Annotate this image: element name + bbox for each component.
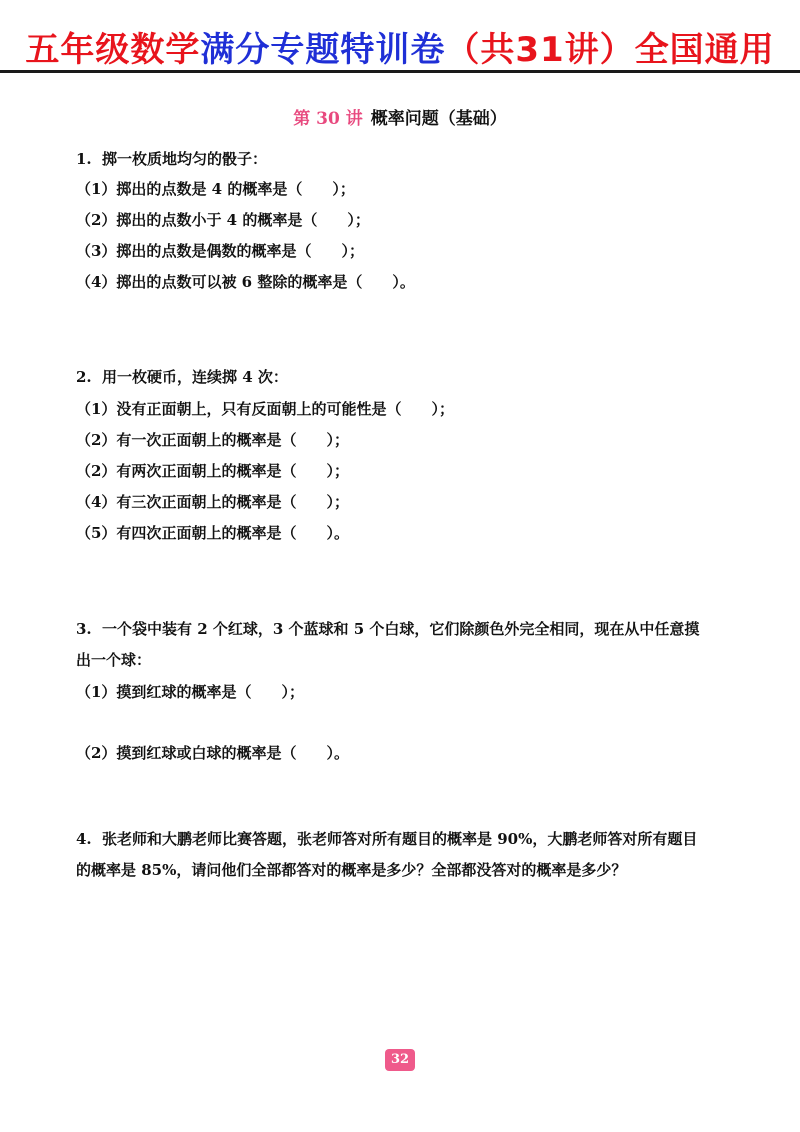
q2-part-2: （2）有一次正面朝上的概率是（ ）； xyxy=(76,431,349,449)
banner-divider xyxy=(0,70,800,73)
q2-number: 2. xyxy=(76,368,92,386)
q1-number: 1. xyxy=(76,150,92,168)
q1-stem xyxy=(76,148,267,169)
q3-stem-text: 一个袋中装有 2 个红球，3 个蓝球和 5 个白球，它们除颜色外完全相同，现在从中任意摸 xyxy=(102,620,700,638)
q1-part-3: （3）掷出的点数是偶数的概率是（ ）； xyxy=(76,242,364,260)
q3-stem-line2: 出一个球： xyxy=(76,651,152,669)
q3-number: 3. xyxy=(76,620,92,638)
q1-part-2: （2）掷出的点数小于 4 的概率是（ ）； xyxy=(76,211,370,229)
q2-part-5: （5）有四次正面朝上的概率是（ ）。 xyxy=(76,524,349,542)
q3-part-1: （1）摸到红球的概率是（ ）； xyxy=(76,683,304,701)
banner-title xyxy=(0,22,800,71)
q2-stem xyxy=(76,366,288,387)
q3-part-2: （2）摸到红球或白球的概率是（ ）。 xyxy=(76,744,349,762)
q4-stem-text: 张老师和大鹏老师比赛答题，张老师答对所有题目的概率是 90%，大鹏老师答对所有题目 xyxy=(102,830,698,848)
banner-title-part2: 满分专题特训卷 xyxy=(200,30,446,70)
banner-title-part1: 五年级数学 xyxy=(25,30,201,70)
q2-part-1: （1）没有正面朝上，只有反面朝上的可能性是（ ）； xyxy=(76,400,454,418)
q2-part-3: （2）有两次正面朝上的概率是（ ）； xyxy=(76,462,349,480)
lesson-title: 概率问题（基础） xyxy=(370,109,507,129)
q1-part-1: （1）掷出的点数是 4 的概率是（ ）； xyxy=(76,180,355,198)
lesson-heading xyxy=(0,104,800,129)
q1-stem-text: 掷一枚质地均匀的骰子： xyxy=(102,150,268,168)
banner-title-part3: （共31讲）全国通用 xyxy=(445,30,775,70)
q4-stem-line2: 的概率是 85%，请问他们全部都答对的概率是多少？全部都没答对的概率是多少？ xyxy=(76,861,627,879)
q4-stem xyxy=(76,828,697,849)
q4-number: 4. xyxy=(76,830,92,848)
lesson-number: 第 30 讲 xyxy=(293,109,363,129)
q3-stem xyxy=(76,618,699,639)
q2-part-4: （4）有三次正面朝上的概率是（ ）； xyxy=(76,493,349,511)
q2-stem-text: 用一枚硬币，连续掷 4 次： xyxy=(102,368,288,386)
q1-part-4: （4）掷出的点数可以被 6 整除的概率是（ ）。 xyxy=(76,273,415,291)
page-number: 32 xyxy=(385,1049,415,1071)
header-banner xyxy=(0,0,800,72)
